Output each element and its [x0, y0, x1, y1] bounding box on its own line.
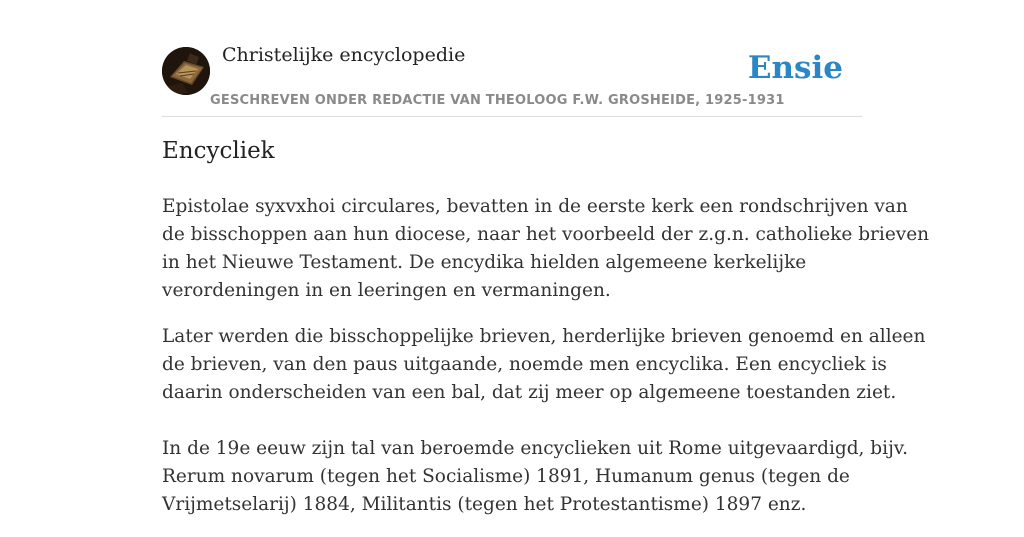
page [162, 0, 930, 515]
text-line: Rerum novarum (tegen het Socialisme) 1891, Humanum genus (tegen de [162, 466, 850, 487]
text-line: de brieven, van den paus uitgaande, noemde men encyclika. Een encycliek is [162, 354, 887, 375]
text-line: verordeningen in en leeringen en vermaningen. [162, 280, 611, 301]
text-line: de bisschoppen aan hun diocese, naar het voorbeeld der z.g.n. catholieke brieven [162, 224, 930, 245]
text-line: in het Nieuwe Testament. De encydika hielden algemeene kerkelijke [162, 252, 807, 273]
text-line: Vrijmetselarij) 1884, Militantis (tegen het Protestantisme) 1897 enz. [162, 494, 807, 515]
text-line: daarin onderscheiden van een bal, dat zij meer op algemeene toestanden ziet. [162, 382, 897, 403]
article-paragraph [162, 323, 926, 407]
ensie-brand-link[interactable]: Ensie [747, 50, 843, 86]
page-title: Encycliek [162, 138, 275, 164]
article-body [162, 193, 930, 537]
site-subtitle: GESCHREVEN ONDER REDACTIE VAN THEOLOOG F.W. GROSHEIDE, 1925-1931 [210, 93, 785, 108]
text-line: In de 19e eeuw zijn tal van beroemde encyclieken uit Rome uitgevaardigd, bijv. [162, 438, 908, 459]
text-line: Later werden die bisschoppelijke brieven, herderlijke brieven genoemd en alleen [162, 326, 926, 347]
site-title[interactable]: Christelijke encyclopedie [222, 44, 466, 66]
article-paragraph [162, 193, 930, 305]
book-photo-icon[interactable] [162, 47, 210, 95]
article-paragraph [162, 435, 908, 519]
text-line: Epistolae syxvxhoi circulares, bevatten in de eerste kerk een rondschrijven van [162, 196, 908, 217]
site-header [162, 0, 862, 117]
